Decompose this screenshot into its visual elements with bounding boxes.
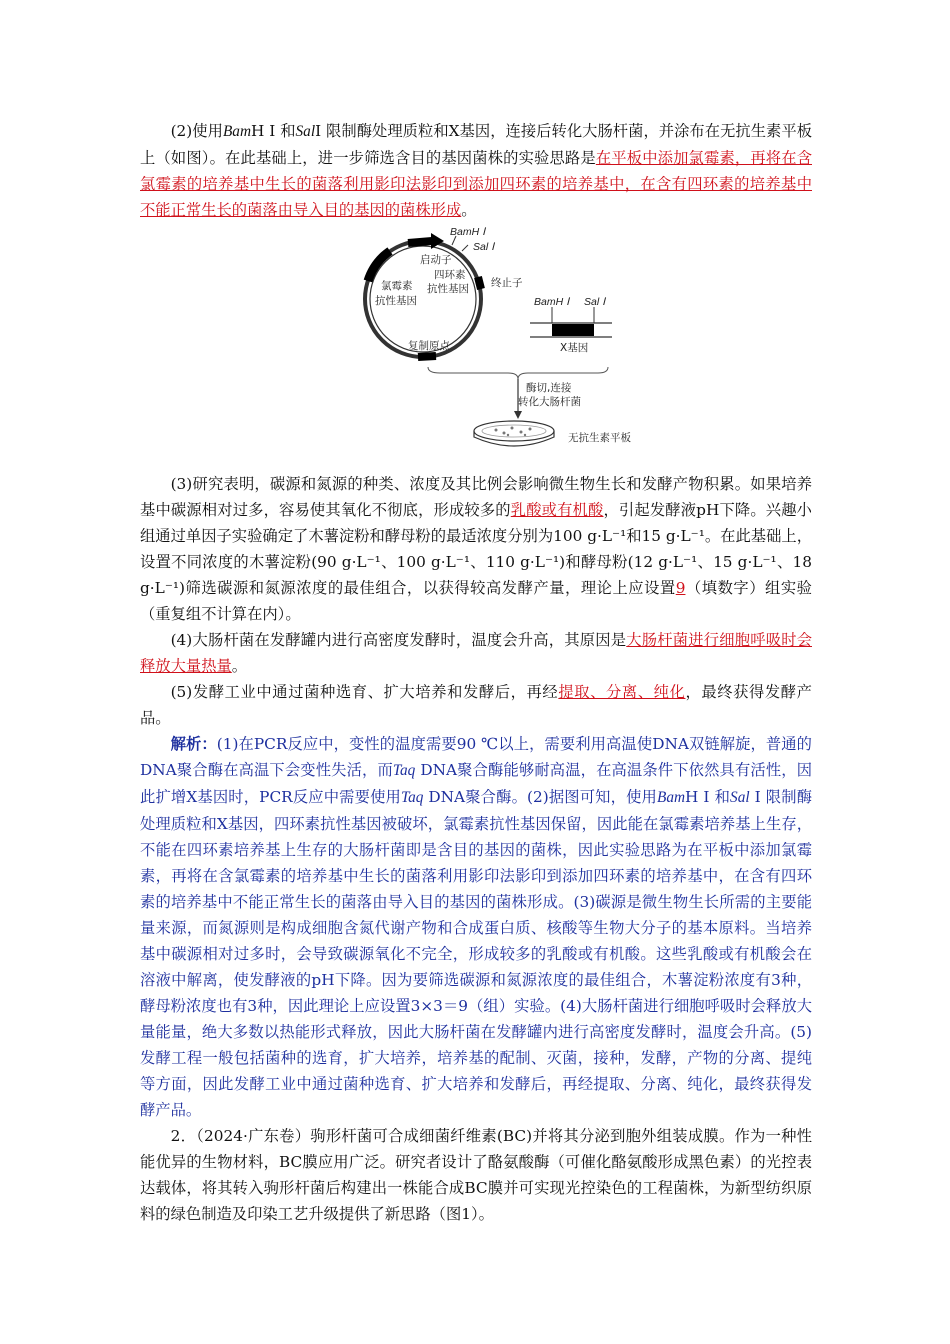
q2-text: Ⅰ 限制酶处理质粒和X基因，连接后转化大肠杆菌，并涂布在无抗生素平板上（如图）。在此基础上，进一步筛选含目的基因菌株的实验思路是 (140, 122, 812, 167)
q4-text: (4)大肠杆菌在发酵罐内进行高密度发酵时，温度会升高，其原因是 (170, 631, 627, 649)
document-page (140, 118, 812, 1227)
label-promoter: 启动子 (420, 254, 452, 266)
label-cm: 氯霉素 (381, 280, 413, 292)
q2-answer: 在平板中添加氯霉素，再将在含氯霉素的培养基中生长的菌落利用影印法影印到添加四环素的培养基中，在含有四环素的培养基中不能正常生长的菌落由导入目的基因的菌株形成 (140, 149, 812, 219)
label-cm-2: 抗性基因 (375, 295, 417, 307)
promoter-block (408, 241, 432, 243)
label-sal: Sal Ⅰ (473, 241, 495, 253)
question-5 (140, 679, 812, 731)
label-plate: 无抗生素平板 (568, 432, 631, 444)
analysis-taq: Taq (392, 762, 416, 779)
analysis-text: DNA聚合酶能够耐高温，在高温条件下依然具有活性，因此扩增X基因时，PCR反应中需要使用 (140, 761, 813, 806)
q5-answer: 提取、分离、纯化 (558, 683, 686, 701)
join-bracket (428, 367, 608, 379)
terminator-block (478, 277, 481, 289)
cm-gene-block (368, 251, 390, 281)
analysis (140, 731, 812, 1123)
next-question (140, 1123, 812, 1227)
label-tet: 四环素 (434, 269, 466, 281)
next-question-text: 2．（2024·广东卷）驹形杆菌可合成细菌纤维素(BC)并将其分泌到胞外组装成膜。作为一种性能优异的生物材料，BC膜应用广泛。研究者设计了酪氨酸酶（可催化酪氨酸形成黑色素）的光控表达载体，将其转入驹形杆菌后构建出一株能合成BC膜并可实现光控染色的工程菌株，为新型纺织原料的绿色制造及印染工艺升级提供了新思路（图1）。 (140, 1127, 812, 1223)
q3-answer-2: 9 (675, 579, 686, 597)
q4-text: 。 (231, 657, 248, 675)
question-4 (140, 627, 812, 679)
analysis-text: DNA聚合酶。(2)据图可知，使用 (423, 788, 657, 806)
q2-enzyme-bamh: Bam (222, 123, 251, 140)
question-3 (140, 471, 812, 627)
question-2 (140, 118, 812, 223)
sal-site-line (462, 245, 468, 251)
analysis-text: (1)在PCR反应中，变性的温度需要90 ℃以上，需要利用高温使DNA双链解旋，普通的DNA聚合酶在高温下会变性失活，而 (140, 735, 812, 779)
process-arrow-icon (514, 411, 522, 419)
promoter-arrow-icon (431, 233, 444, 249)
label-terminator: 终止子 (491, 277, 523, 289)
ori-block (418, 356, 436, 357)
label-x-bamh: BamH Ⅰ (534, 296, 570, 308)
q3-text: ，引起发酵液pH下降。兴趣小组通过单因子实验确定了木薯淀粉和酵母粉的最适浓度分别为100 g·L⁻¹和15 g·L⁻¹。在此基础上，设置不同浓度的木薯淀粉(90 g·L⁻¹、100 g·L⁻¹、110 g·L⁻¹)和酵母粉(12 g·L⁻¹、15 g·L⁻¹、18 g·L⁻¹)筛选碳源和氮源浓度的最佳组合，以获得较高发酵产量，理论上应设置 (140, 501, 812, 597)
label-step-2: 转化大肠杆菌 (518, 396, 581, 408)
analysis-label: 解析： (170, 735, 217, 753)
analysis-sal: Sal (730, 789, 750, 806)
q2-text: (2)使用 (170, 122, 223, 140)
petri-dish (474, 421, 554, 441)
analysis-text: Ⅰ 限制酶处理质粒和X基因，四环素抗性基因被破坏，氯霉素抗性基因保留，因此能在氯霉素培养基上生存，不能在四环素培养基上生存的大肠杆菌即是含目的基因的菌株，因此实验思路为在平板中添加氯霉素，再将在含氯霉素的培养基中生长的菌落利用影印法影印到添加四环素的培养基中，在含有四环素的培养基中不能正常生长的菌落由导入目的基因的菌株形成。(3)碳源是微生物生长所需的主要能量来源，而氮源则是构成细胞含氮代谢产物和合成蛋白质、核酸等生物大分子的基本原料。当培养基中碳源相对过多时，会导致碳源氧化不完全，形成较多的乳酸或有机酸。这些乳酸或有机酸会在溶液中解离，使发酵液的pH下降。因为要筛选碳源和氮源浓度的最佳组合，木薯淀粉浓度有3种，酵母粉浓度也有3种，因此理论上应设置3×3＝9（组）实验。(4)大肠杆菌进行细胞呼吸时会释放大量能量，绝大多数以热能形式释放，因此大肠杆菌在发酵罐内进行高密度发酵时，温度会升高。(5)发酵工程一般包括菌种的选育，扩大培养，培养基的配制、灭菌，接种，发酵，产物的分离、提纯等方面，因此发酵工业中通过菌种选育、扩大培养和发酵后，再经提取、分离、纯化，最终获得发酵产品。 (140, 788, 813, 1119)
q3-text: (3)研究表明，碳源和氮源的种类、浓度及其比例会影响微生物生长和发酵产物积累。如果培养基中碳源相对过多，容易使其氧化不彻底，形成较多的 (140, 475, 812, 519)
label-x-gene: X基因 (560, 342, 589, 354)
analysis-bamh: Bam (656, 789, 686, 806)
q2-text: H Ⅰ 和 (251, 122, 296, 140)
q3-text: （填数字）组实验（重复组不计算在内）。 (140, 579, 812, 623)
plasmid-figure (140, 227, 812, 465)
label-ori: 复制原点 (408, 340, 450, 352)
q2-text: 。 (461, 201, 477, 219)
label-tet-2: 抗性基因 (427, 283, 469, 295)
x-gene-block (552, 324, 594, 336)
analysis-taq: Taq (400, 789, 424, 806)
q3-answer-1: 乳酸或有机酸 (510, 501, 604, 519)
q5-text: ，最终获得发酵产品。 (140, 683, 812, 727)
q4-answer: 大肠杆菌进行细胞呼吸时会释放大量热量 (140, 631, 812, 675)
label-bamh: BamH Ⅰ (450, 227, 486, 238)
label-x-sal: Sal Ⅰ (584, 296, 606, 308)
analysis-text: H Ⅰ 和 (685, 788, 731, 806)
q2-enzyme-sal: Sal (295, 123, 316, 140)
q5-text: (5)发酵工业中通过菌种选育、扩大培养和发酵后，再经 (170, 683, 559, 701)
label-step-1: 酶切,连接 (526, 382, 572, 394)
